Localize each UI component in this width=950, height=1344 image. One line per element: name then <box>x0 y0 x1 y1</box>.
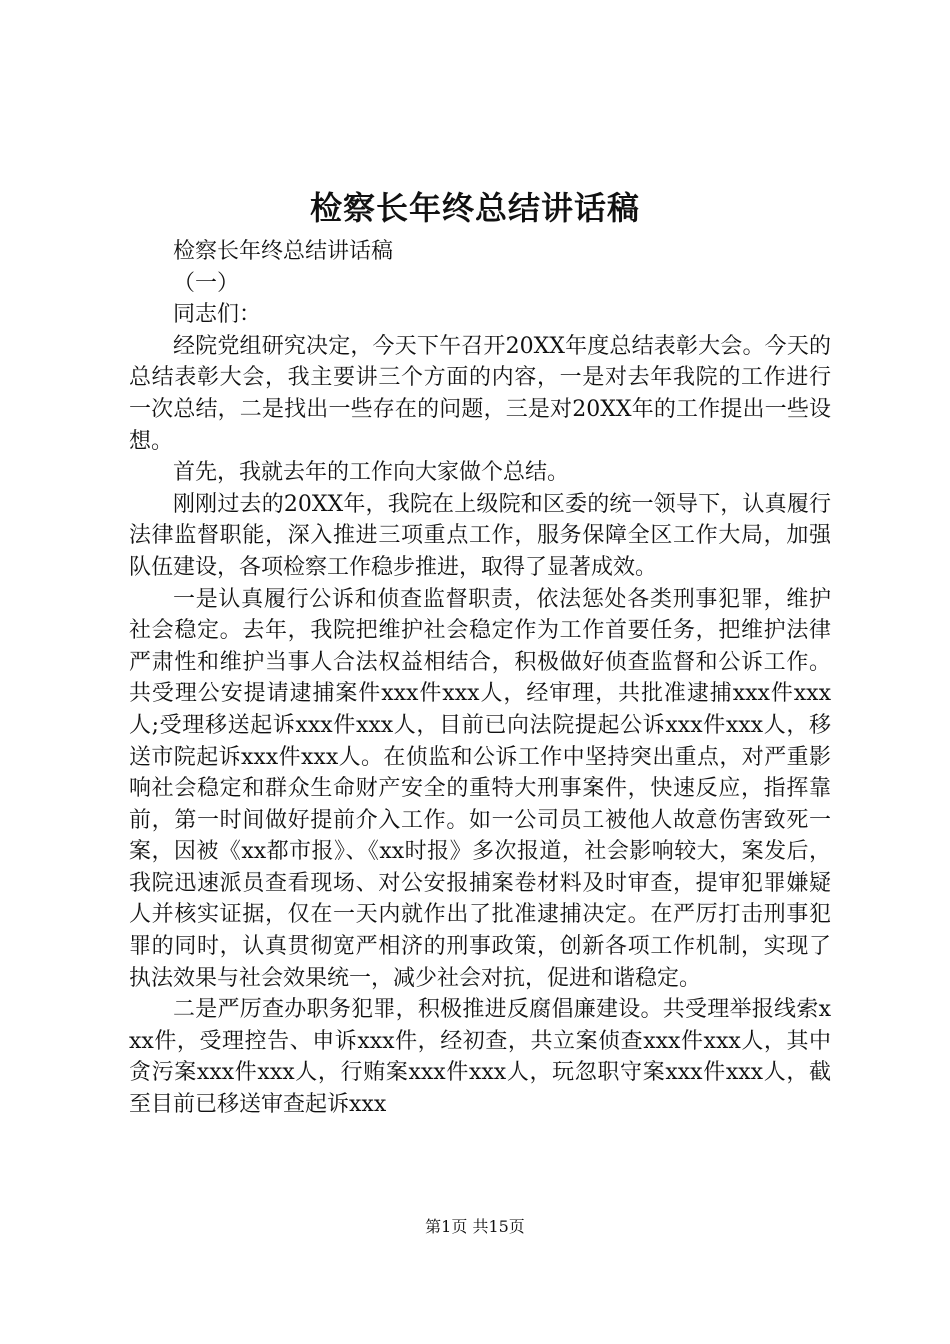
paragraph-subtitle: 检察长年终总结讲话稿 <box>173 239 394 264</box>
document-body <box>129 236 831 1121</box>
paragraph-point-one: 一是认真履行公诉和侦查监督职责，依法惩处各类刑事犯罪，维护社会稳定。去年，我院把维护社会稳定作为工作首要任务，把维护法律严肃性和维护当事人合法权益相结合，积极做好侦查监督和公诉工作。共受理公安提请逮捕案件xxx件xxx人，经审理，共批准逮捕xxx件xxx人;受理移送起诉xxx件xxx人，目前已向法院提起公诉xxx件xxx人，移送市院起诉xxx件xxx人。在侦监和公诉工作中坚持突出重点，对严重影响社会稳定和群众生命财产安全的重特大刑事案件，快速反应，指挥靠前，第一时间做好提前介入工作。如一公司员工被他人故意伤害致死一案，因被《xx都市报》、《xx时报》多次报道，社会影响较大，案发后，我院迅速派员查看现场、对公安报捕案卷材料及时审查，提审犯罪嫌疑人并核实证据，仅在一天内就作出了批准逮捕决定。在严厉打击刑事犯罪的同时，认真贯彻宽严相济的刑事政策，创新各项工作机制，实现了执法效果与社会效果统一，减少社会对抗，促进和谐稳定。 <box>129 586 831 991</box>
paragraph-intro: 经院党组研究决定，今天下午召开20XX年度总结表彰大会。今天的总结表彰大会，我主要讲三个方面的内容，一是对去年我院的工作进行一次总结，二是找出一些存在的问题，三是对20XX年的工作提出一些设想。 <box>129 333 831 454</box>
paragraph-overview: 刚刚过去的20XX年，我院在上级院和区委的统一领导下，认真履行法律监督职能，深入推进三项重点工作，服务保障全区工作大局，加强队伍建设，各项检察工作稳步推进，取得了显著成效。 <box>129 491 831 580</box>
page-number-footer: 第1页 共15页 <box>425 1217 525 1236</box>
paragraph-point-two: 二是严厉查办职务犯罪，积极推进反腐倡廉建设。共受理举报线索xxx件，受理控告、申诉xxx件，经初查，共立案侦查xxx件xxx人，其中贪污案xxx件xxx人，行贿案xxx件xxx人，玩忽职守案xxx件xxx人，截至目前已移送审查起诉xxx <box>129 997 831 1118</box>
paragraph-summary-lead: 首先，我就去年的工作向大家做个总结。 <box>173 460 570 486</box>
document-title: 检察长年终总结讲话稿 <box>309 189 640 227</box>
paragraph-salutation: 同志们： <box>173 302 262 328</box>
paragraph-section-number: （一） <box>173 270 240 296</box>
